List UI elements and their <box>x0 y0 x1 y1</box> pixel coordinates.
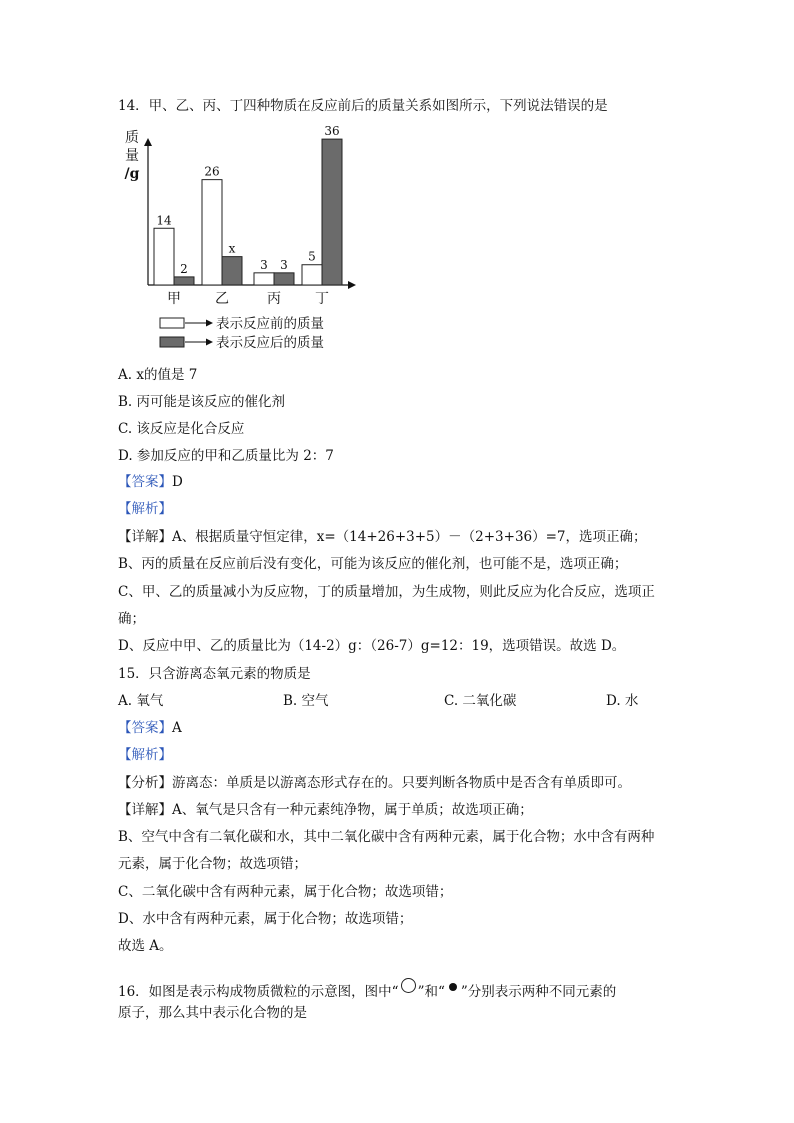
bar-chart <box>118 126 378 356</box>
y-axis-label: 质 <box>125 130 139 146</box>
legend-swatch <box>160 337 184 347</box>
q16-stem-line-1 <box>118 978 616 1001</box>
q16-stem-part-c: ”分别表示两种不同元素的 <box>460 984 617 1000</box>
bar <box>302 265 322 285</box>
y-axis-arrow-icon <box>144 138 152 146</box>
legend-label: 表示反应前的质量 <box>216 316 324 332</box>
y-axis-label: /g <box>124 166 140 182</box>
data-label: 3 <box>280 257 288 272</box>
q14-detail-line-2: B、丙的质量在反应前后没有变化，可能为该反应的催化剂，也可能不是，选项正确； <box>118 556 628 572</box>
q15-detail-line-5: D、水中含有两种元素，属于化合物；故选项错； <box>118 911 413 927</box>
data-label: 36 <box>324 126 340 139</box>
fenxi-text: 游离态：单质是以游离态形式存在的。只要判断各物质中是否含有单质即可。 <box>172 775 631 791</box>
q14-analysis-tag: 【解析】 <box>118 501 172 517</box>
answer-tag: 【答案】 <box>118 720 172 736</box>
hollow-circle-atom-icon <box>401 978 416 993</box>
q15-detail-line-3: 元素，属于化合物；故选项错； <box>118 856 307 872</box>
q14-option-d: D. 参加反应的甲和乙质量比为 2：7 <box>118 448 334 464</box>
q16-stem-part-a: 16．如图是表示构成物质微粒的示意图，图中“ <box>118 984 399 1000</box>
detail-tag: 【详解】 <box>118 529 172 545</box>
q14-option-b: B. 丙可能是该反应的催化剂 <box>118 394 286 410</box>
bar <box>254 273 274 285</box>
q15-stem: 15．只含游离态氧元素的物质是 <box>118 666 311 682</box>
q15-option-d: D. 水 <box>606 693 639 709</box>
data-label: 2 <box>180 261 188 276</box>
answer-value: D <box>172 474 183 490</box>
q14-stem: 14．甲、乙、丙、丁四种物质在反应前后的质量关系如图所示，下列说法错误的是 <box>118 98 608 114</box>
q14-option-a: A. x的值是 7 <box>118 367 198 383</box>
bar <box>154 228 174 285</box>
data-label: 3 <box>260 257 268 272</box>
q16-stem-line-2: 原子，那么其中表示化合物的是 <box>118 1005 307 1021</box>
q14-detail-line-3: C、甲、乙的质量减小为反应物，丁的质量增加，为生成物，则此反应为化合反应，选项正 <box>118 584 655 600</box>
q15-detail-line-6: 故选 A。 <box>118 938 173 954</box>
data-label: 5 <box>308 249 316 264</box>
legend-swatch <box>160 318 184 328</box>
x-axis-arrow-icon <box>348 281 356 289</box>
q15-detail-line-2: B、空气中含有二氧化碳和水，其中二氧化碳中含有两种元素，属于化合物；水中含有两种 <box>118 829 655 845</box>
q14-detail-line-5: D、反应中甲、乙的质量比为（14-2）g：（26-7）g=12：19，选项错误。故选 D。 <box>118 638 626 654</box>
bar <box>174 277 194 285</box>
legend-label: 表示反应后的质量 <box>216 335 324 351</box>
q14-detail-line-4: 确； <box>118 611 145 627</box>
q15-option-c: C. 二氧化碳 <box>444 693 517 709</box>
legend-arrow-icon <box>206 339 213 346</box>
x-tick-label: 乙 <box>215 291 229 307</box>
q14-detail-line-1 <box>118 528 647 546</box>
q15-analysis-tag: 【解析】 <box>118 747 172 763</box>
detail-tag: 【详解】 <box>118 802 172 818</box>
data-label: 14 <box>156 213 172 228</box>
bar <box>222 257 242 285</box>
bar <box>322 139 342 285</box>
detail-text: A、根据质量守恒定律，x=（14+26+3+5）－（2+3+36）=7，选项正确； <box>172 529 647 545</box>
x-tick-label: 丁 <box>315 291 329 307</box>
data-label: x <box>228 241 236 256</box>
fenxi-tag: 【分析】 <box>118 775 172 791</box>
q15-detail-line-1 <box>118 801 533 819</box>
q15-option-b: B. 空气 <box>283 693 329 709</box>
data-label: 26 <box>204 164 220 179</box>
q15-option-a: A. 氧气 <box>118 693 164 709</box>
detail-text: A、氧气是只含有一种元素纯净物，属于单质；故选项正确； <box>172 802 533 818</box>
q15-answer <box>118 719 182 737</box>
solid-dot-atom-icon <box>449 983 457 991</box>
answer-tag: 【答案】 <box>118 474 172 490</box>
q15-fenxi <box>118 774 631 792</box>
x-tick-label: 丙 <box>267 291 281 307</box>
bar <box>202 180 222 285</box>
answer-value: A <box>172 720 182 736</box>
q14-option-c: C. 该反应是化合反应 <box>118 421 245 437</box>
q14-answer <box>118 473 183 491</box>
legend-arrow-icon <box>206 320 213 327</box>
q16-stem-part-b: ”和“ <box>417 984 445 1000</box>
q15-detail-line-4: C、二氧化碳中含有两种元素，属于化合物；故选项错； <box>118 884 453 900</box>
bar <box>274 273 294 285</box>
x-tick-label: 甲 <box>167 291 181 307</box>
y-axis-label: 量 <box>125 148 139 164</box>
